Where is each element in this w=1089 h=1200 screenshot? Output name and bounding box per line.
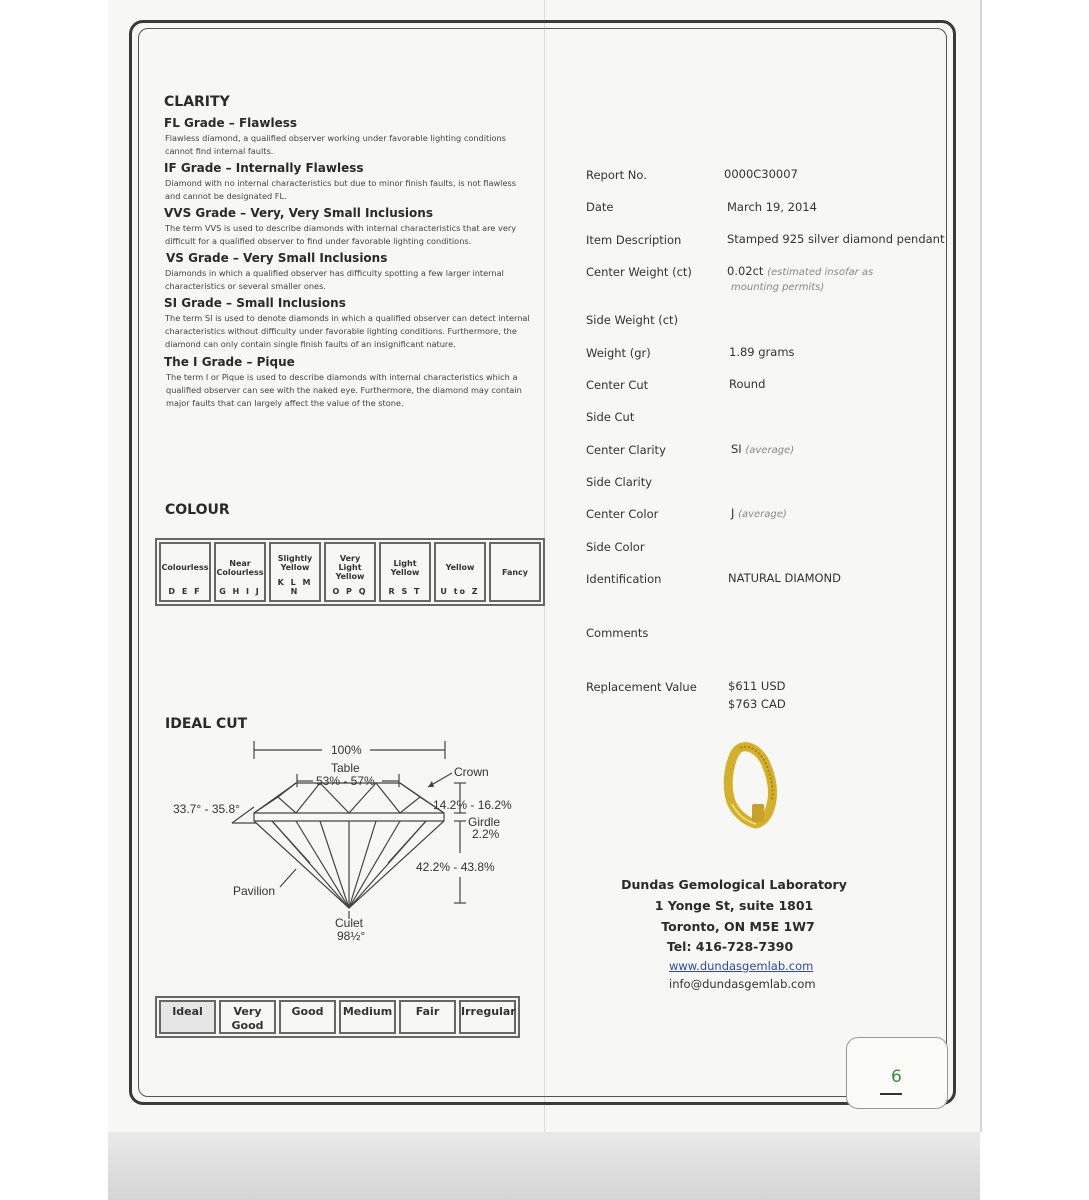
center-color-label: Center Color <box>586 507 659 521</box>
colour-cell-grades: K L M N <box>277 578 313 596</box>
cut-grade-good: Good <box>279 1000 336 1034</box>
center-weight-note-2: mounting permits) <box>731 282 825 293</box>
cut-grade-fair: Fair <box>399 1000 456 1034</box>
scan-margin <box>0 0 108 1200</box>
side-cut-label: Side Cut <box>586 410 635 424</box>
colour-cell-grades: O P Q <box>332 587 368 596</box>
center-color-grade: J <box>731 506 735 520</box>
colour-cell-label: Colourless <box>161 563 209 572</box>
culet-angle-label: 98½° <box>337 929 366 943</box>
weight-label: Weight (gr) <box>586 346 651 360</box>
desc-line: characteristics without difficulty under favorable lighting conditions. Furthermore, the <box>165 326 517 336</box>
side-weight-label: Side Weight (ct) <box>586 313 679 327</box>
lab-email: info@dundasgemlab.com <box>669 977 816 991</box>
pavilion-label: Pavilion <box>233 884 276 898</box>
desc-line: Diamonds in which a qualified observer has difficulty spotting a few larger internal <box>165 268 504 278</box>
lab-address-1: 1 Yonge St, suite 1801 <box>654 898 814 913</box>
girdle-label: Girdle <box>468 815 501 829</box>
side-clarity-label: Side Clarity <box>586 475 653 489</box>
desc-line: qualified observer can see with the naked eye. Furthermore, the diamond may contain <box>166 385 522 395</box>
table-range-label: 53% - 57% <box>316 774 375 788</box>
item-description-label: Item Description <box>586 233 682 247</box>
center-clarity-value <box>731 442 794 456</box>
colour-cell-yellow <box>434 542 486 602</box>
crown-height-label: 14.2% - 16.2% <box>433 798 512 812</box>
cut-grade-medium: Medium <box>339 1000 396 1034</box>
colour-cell-label: Fancy <box>501 567 529 577</box>
desc-line: The term I or Pique is used to describe diamonds with internal characteristics which a <box>166 372 518 382</box>
desc-line: difficult for a qualified observer to find under favorable lighting conditions. <box>165 236 472 246</box>
weight-value: 1.89 grams <box>729 345 795 359</box>
colour-heading: COLOUR <box>165 502 230 518</box>
desc-line: major faults that can largely affect the value of the stone. <box>166 398 404 408</box>
pendant-photo <box>718 742 780 830</box>
lab-phone: Tel: 416-728-7390 <box>666 939 794 954</box>
colour-cell-grades: U to Z <box>440 587 480 596</box>
center-weight-amount: 0.02ct <box>727 264 764 278</box>
colour-cell-label: Near Colourless <box>216 558 264 577</box>
lab-website-link[interactable]: www.dundasgemlab.com <box>669 959 814 973</box>
desc-line: Diamond with no internal characteristics but due to minor finish faults, is not flawless <box>165 178 517 188</box>
colour-scale-table <box>155 538 545 606</box>
cut-grade-very-good: Very Good <box>219 1000 276 1034</box>
page-number-underline <box>880 1093 902 1095</box>
lab-name: Dundas Gemological Laboratory <box>621 877 847 892</box>
grade-si-title: SI Grade – Small Inclusions <box>164 296 346 310</box>
cut-grade-table <box>155 996 520 1038</box>
pavilion-depth-label: 42.2% - 43.8% <box>416 860 495 874</box>
center-clarity-note: (average) <box>745 445 795 456</box>
center-clarity-grade: SI <box>731 442 742 456</box>
desc-line: Flawless diamond, a qualified observer working under favorable lighting conditions <box>165 133 506 143</box>
grade-vs-title: VS Grade – Very Small Inclusions <box>166 251 388 265</box>
comments-label: Comments <box>586 626 649 640</box>
crown-label: Crown <box>454 765 489 779</box>
desc-line: The term SI is used to denote diamonds in which a qualified observer can detect internal <box>165 313 530 323</box>
date-label: Date <box>586 200 614 214</box>
center-cut-value: Round <box>729 377 766 391</box>
identification-value: NATURAL DIAMOND <box>728 571 842 585</box>
colour-cell-fancy <box>489 542 541 602</box>
grade-i-desc <box>166 371 522 410</box>
culet-label: Culet <box>335 916 364 930</box>
center-weight-label: Center Weight (ct) <box>586 265 692 279</box>
width-percent-label: 100% <box>331 743 362 757</box>
ideal-cut-heading: IDEAL CUT <box>165 716 248 732</box>
grade-if-title: IF Grade – Internally Flawless <box>164 161 364 175</box>
report-no-label: Report No. <box>586 168 647 182</box>
colour-cell-label: Yellow <box>445 563 475 572</box>
center-color-value <box>731 506 787 520</box>
center-color-note: (average) <box>738 509 787 520</box>
page-number: 6 <box>891 1067 902 1087</box>
replacement-value-label: Replacement Value <box>586 680 697 694</box>
colour-cell-grades: G H I J <box>219 587 261 596</box>
desc-line: diamond can only contain single finish faults of an insignificant nature. <box>165 339 456 349</box>
replacement-usd: $611 USD <box>728 679 786 693</box>
grade-si-desc <box>165 312 530 351</box>
date-value: March 19, 2014 <box>727 200 817 214</box>
report-no-value: 0000C30007 <box>724 167 798 181</box>
colour-cell-label: Very Light Yellow <box>335 554 365 581</box>
item-description-value: Stamped 925 silver diamond pendant <box>727 232 945 246</box>
identification-label: Identification <box>586 572 662 586</box>
colour-cell-grades: R S T <box>388 587 422 596</box>
center-weight-value <box>727 264 873 278</box>
grade-fl-desc <box>165 132 506 158</box>
desc-line: characteristics or several smaller ones. <box>165 281 326 291</box>
girdle-percent-label: 2.2% <box>472 827 500 841</box>
lab-address-2: Toronto, ON M5E 1W7 <box>661 919 815 934</box>
grade-i-title: The I Grade – Pique <box>164 355 295 369</box>
desc-line: cannot find internal faults. <box>165 146 274 156</box>
center-clarity-label: Center Clarity <box>586 443 666 457</box>
colour-cell-colourless <box>159 542 211 602</box>
grade-fl-title: FL Grade – Flawless <box>164 116 298 130</box>
grade-vvs-title: VVS Grade – Very, Very Small Inclusions <box>164 206 433 220</box>
center-weight-note: (estimated insofar as <box>767 267 874 278</box>
desc-line: and cannot be designated FL. <box>165 191 287 201</box>
side-color-label: Side Color <box>586 540 645 554</box>
scanner-edge <box>108 1132 980 1200</box>
colour-cell-label: Light Yellow <box>390 558 420 577</box>
table-label: Table <box>331 761 360 775</box>
center-cut-label: Center Cut <box>586 378 649 392</box>
colour-cell-light-yellow <box>379 542 431 602</box>
colour-cell-near-colourless <box>214 542 266 602</box>
colour-cell-very-light-yellow <box>324 542 376 602</box>
colour-cell-label: Slightly Yellow <box>277 554 313 572</box>
colour-cell-slightly-yellow <box>269 542 321 602</box>
cut-grade-irregular: Irregular <box>459 1000 516 1034</box>
grade-vs-desc <box>165 267 504 293</box>
clarity-heading: CLARITY <box>164 94 230 110</box>
grade-vvs-desc <box>165 222 516 248</box>
colour-cell-grades: D E F <box>168 587 202 596</box>
replacement-cad: $763 CAD <box>728 697 786 711</box>
grade-if-desc <box>165 177 516 203</box>
cut-grade-ideal: Ideal <box>159 1000 216 1034</box>
crown-angle-label: 33.7° - 35.8° <box>173 802 240 816</box>
desc-line: The term VVS is used to describe diamonds with internal characteristics that are very <box>165 223 517 233</box>
